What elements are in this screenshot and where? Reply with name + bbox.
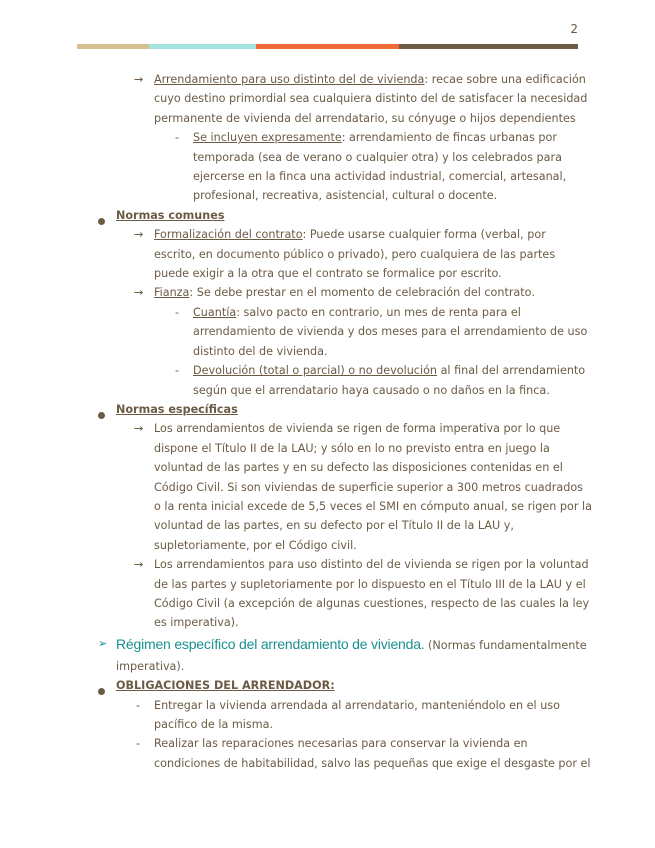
paragraph-line: es imperativa). (154, 616, 239, 630)
arrow-bullet-icon: → (134, 286, 144, 300)
paragraph-line (0, 419, 655, 438)
paragraph-line: según que el arrendatario haya causado o no daños en la finca. (193, 383, 550, 397)
paragraph-line: pacífico de la misma. (154, 718, 274, 731)
paragraph-line: Código Civil (a excepción de algunas cuestiones, respecto de las cuales la ley (154, 596, 590, 610)
paragraph-line: temporada (sea de verano o cualquier otra) y los celebrados para (193, 150, 562, 164)
dash-bullet-icon: - (175, 131, 180, 145)
text-run: Realizar las reparaciones necesarias para conservar la vivienda en (154, 737, 528, 751)
header-color-rule (77, 44, 578, 49)
dash-bullet-icon: - (136, 698, 141, 712)
text-run: (Normas fundamentalmente (424, 638, 587, 652)
text-run: : Puede usarse cualquier forma (verbal, por (302, 228, 546, 242)
paragraph-line: distinto del de vivienda. (193, 344, 328, 358)
paragraph-line: dispone el Título II de la LAU; y sólo en lo no previsto entra en juego la (154, 441, 550, 455)
text-run: Los arrendamientos para uso distinto del de vivienda se rigen por la voluntad (154, 558, 589, 572)
section-heading: OBLIGACIONES DEL ARRENDADOR: (116, 679, 335, 693)
page-number: 2 (570, 22, 578, 36)
bullet-dot-icon (98, 218, 105, 225)
paragraph-line: arrendamiento de vivienda y dos meses para el arrendamiento de uso (193, 325, 588, 339)
paragraph-line: Código Civil. Si son viviendas de superficie superior a 300 metros cuadrados (154, 480, 583, 494)
paragraph-line: profesional, recreativa, asistencial, cultural o docente. (193, 189, 498, 203)
bullet-dot-icon (98, 412, 105, 419)
paragraph-line (0, 70, 655, 89)
paragraph-line: condiciones de habitabilidad, salvo las pequeñas que exige el desgaste por el (154, 756, 591, 770)
paragraph-line (0, 734, 655, 753)
text-run: : Se debe prestar en el momento de celebración del contrato. (189, 286, 535, 300)
arrow-bullet-icon: → (134, 228, 144, 242)
bullet-dot-icon (98, 688, 105, 695)
term-heading: Formalización del contrato (154, 228, 303, 242)
color-segment-aqua (149, 44, 256, 49)
term-heading: Arrendamiento para uso distinto del de vivienda (154, 73, 425, 86)
paragraph-line (0, 361, 655, 380)
paragraph-line: de las partes y supletoriamente por lo dispuesto en el Título III de la LAU y el (154, 577, 586, 591)
paragraph-line (0, 303, 655, 322)
text-run: : recae sobre una edificación (424, 73, 586, 86)
arrow-bullet-icon: → (134, 558, 144, 572)
text-run: : arrendamiento de fincas urbanas por (341, 131, 557, 145)
paragraph-line (0, 633, 655, 657)
arrow-bullet-icon: → (134, 73, 144, 86)
paragraph-line (0, 696, 655, 715)
paragraph-line: imperativa). (116, 659, 185, 673)
paragraph-line (0, 555, 655, 574)
paragraph-line (0, 225, 655, 244)
text-run: al final del arrendamiento (437, 364, 586, 378)
subsection-title: Régimen específico del arrendamiento de vivienda. (116, 635, 425, 652)
arrow-bullet-icon: → (134, 422, 144, 436)
term-heading: Fianza (154, 286, 190, 300)
text-run: Los arrendamientos de vivienda se rigen de forma imperativa por lo que (154, 422, 561, 436)
paragraph-line: puede exigir a la otra que el contrato se formalice por escrito. (154, 267, 502, 281)
text-run: : salvo pacto en contrario, un mes de renta para el (236, 305, 521, 319)
color-segment-brown (399, 44, 578, 49)
paragraph-line: voluntad de las partes y en su defecto las disposiciones contenidas en el (154, 461, 563, 475)
section-heading-line (0, 676, 655, 695)
paragraph-line (0, 283, 655, 302)
paragraph-line: permanente de vivienda del arrendatario, su cónyuge o hijos dependientes (154, 111, 576, 125)
paragraph-line (0, 128, 655, 147)
paragraph-line: supletoriamente, por el Código civil. (154, 538, 357, 552)
paragraph-line: cuyo destino primordial sea cualquiera distinto del de satisfacer la necesidad (154, 92, 588, 106)
paragraph-line: voluntad de las partes, en su defecto por el Título II de la LAU y, (154, 519, 514, 533)
section-heading: Normas comunes (116, 208, 225, 222)
document-body (0, 70, 655, 773)
dash-bullet-icon: - (175, 364, 180, 378)
term-heading: Cuantía (193, 305, 237, 319)
paragraph-line: escrito, en documento público o privado), pero cualquiera de las partes (154, 247, 556, 261)
paragraph-line: ejercerse en la finca una actividad industrial, comercial, artesanal, (193, 170, 567, 184)
text-run: Entregar la vivienda arrendada al arrendatario, manteniéndolo en el uso (154, 698, 560, 712)
paragraph-line: o la renta inicial excede de 5,5 veces el SMI en cómputo anual, se rigen por la (154, 499, 592, 513)
section-heading-line (0, 206, 655, 225)
color-segment-orange (256, 44, 399, 49)
section-heading: Normas específicas (116, 402, 238, 416)
color-segment-tan (77, 44, 149, 49)
dash-bullet-icon: - (136, 737, 141, 751)
term-heading: Devolución (total o parcial) o no devolución (193, 364, 438, 378)
chevron-bullet-icon: ➢ (98, 636, 108, 650)
dash-bullet-icon: - (175, 305, 180, 319)
section-heading-line (0, 400, 655, 419)
term-heading: Se incluyen expresamente (193, 131, 342, 145)
